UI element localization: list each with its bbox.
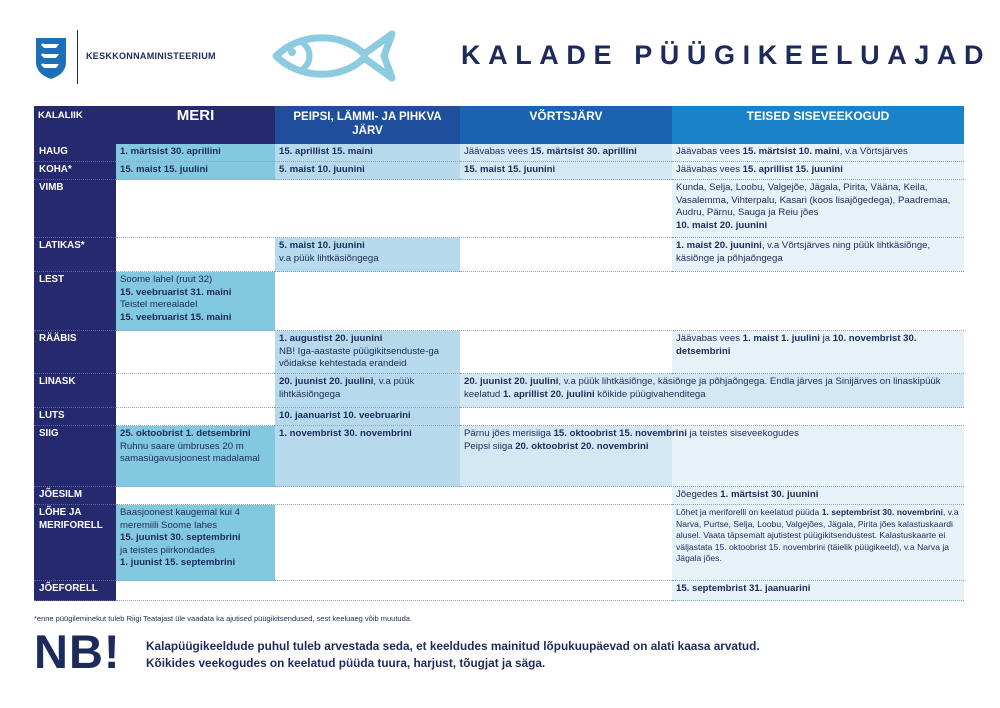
joeforell-empty xyxy=(116,581,672,601)
haug-peipsi: 15. aprillist 15. maini xyxy=(275,144,460,162)
koha-vortsjarv: 15. maist 15. juunini xyxy=(460,162,672,180)
vimb-other: Kunda, Selja, Loobu, Valgejõe, Jägala, Pirita, Vääna, Keila, Vasalemma, Vihterpalu, Kasari (koos lisajõgedega), Paadremaa, Audru, Pärnu, Sauga ja Reiu jões 10. maist 20. juunini xyxy=(672,180,964,238)
raabis-sea-empty xyxy=(116,331,275,374)
header-peipsi: PEIPSI, LÄMMI- JA PIHKVA JÄRV xyxy=(275,106,460,144)
species-haug: HAUG xyxy=(34,144,116,162)
notice-line-2: Kõikides veekogudes on keelatud püüda tuura, harjust, tõugjat ja säga. xyxy=(146,656,546,670)
linask-peipsi: 20. juunist 20. juulini, v.a püük lihtkäsiõngega xyxy=(275,374,460,408)
lohe-empty xyxy=(275,505,672,581)
siig-inland: Pärnu jões merisiiga 15. oktoobrist 15. novembrini ja teistes siseveekogudes Peipsi siiga 20. oktoobrist 20. novembrini xyxy=(460,426,964,487)
luts-empty xyxy=(460,408,964,426)
fish-icon xyxy=(272,28,398,84)
species-koha: KOHA* xyxy=(34,162,116,180)
lest-sea: Soome lahel (ruut 32) 15. veebruarist 31. maini Teistel merealadel 15. veebruarist 15. maini xyxy=(116,272,275,331)
header-sea: MERI xyxy=(116,106,275,144)
koha-other: Jäävabas vees 15. aprillist 15. juunini xyxy=(672,162,964,180)
joeforell-other: 15. septembrist 31. jaanuarini xyxy=(672,581,964,601)
notice-text xyxy=(146,638,760,672)
linask-sea-empty xyxy=(116,374,275,408)
species-luts: LUTS xyxy=(34,408,116,426)
haug-sea: 1. märtsist 30. aprillini xyxy=(116,144,275,162)
luts-peipsi: 10. jaanuarist 10. veebruarini xyxy=(275,408,460,426)
species-siig: SIIG xyxy=(34,426,116,487)
header-vortsjarv: VÕRTSJÄRV xyxy=(460,106,672,144)
lohe-sea: Baasjoonest kaugemal kui 4 meremiili Soome lahes 15. juunist 30. septembrini ja teistes piirkondades 1. juunist 15. septembrini xyxy=(116,505,275,581)
koha-peipsi: 5. maist 10. juunini xyxy=(275,162,460,180)
footnote: *enne püügileminekut tuleb Riigi Teatajast üle vaadata ka ajutised püügikitsendused, sest keeluaeg võib muutuda. xyxy=(34,614,413,623)
latikas-other: 1. maist 20. juunini, v.a Võrtsjärves ning püük lihtkäsiõnge, käsiõnge ja põhjaõngega xyxy=(672,238,964,272)
luts-sea-empty xyxy=(116,408,275,426)
species-latikas: LATIKAS* xyxy=(34,238,116,272)
species-joesilm: JÕESILM xyxy=(34,487,116,505)
coat-of-arms-logo xyxy=(34,36,68,80)
linask-inland: 20. juunist 20. juulini, v.a püük lihtkäsiõnge, käsiõnge ja põhjaõngega. Endla järves ja Sinijärves on linaskipüük keelatud 1. aprillist 20. juulini kõikide püügivahenditega xyxy=(460,374,964,408)
raabis-other: Jäävabas vees 1. maist 1. juulini ja 10. novembrist 30. detsembrini xyxy=(672,331,964,374)
header-other-waters: TEISED SISEVEEKOGUD xyxy=(672,106,964,144)
species-raabis: RÄÄBIS xyxy=(34,331,116,374)
species-lest: LEST xyxy=(34,272,116,331)
species-linask: LINASK xyxy=(34,374,116,408)
haug-vortsjarv: Jäävabas vees 15. märtsist 30. aprillini xyxy=(460,144,672,162)
raabis-vortsjarv-empty xyxy=(460,331,672,374)
siig-peipsi: 1. novembrist 30. novembrini xyxy=(275,426,460,487)
notice-label: NB! xyxy=(34,625,121,678)
latikas-peipsi: 5. maist 10. juunini v.a püük lihtkäsiõngega xyxy=(275,238,460,272)
siig-sea: 25. oktoobrist 1. detsembrini Ruhnu saare ümbruses 20 m samasügavusjoonest madalamal xyxy=(116,426,275,487)
species-joeforell: JÕEFORELL xyxy=(34,581,116,601)
header-species: KALALIIK xyxy=(34,106,116,144)
joesilm-empty xyxy=(116,487,672,505)
raabis-peipsi: 1. augustist 20. juunini NB! Iga-aastaste püügikitsenduste-ga võidakse kehtestada erandeid xyxy=(275,331,460,374)
koha-sea: 15. maist 15. juulini xyxy=(116,162,275,180)
logo-divider xyxy=(77,30,78,84)
page-title: KALADE PÜÜGIKEELUAJAD xyxy=(461,40,992,70)
haug-other: Jäävabas vees 15. märtsist 10. maini, v.a Võrtsjärves xyxy=(672,144,964,162)
joesilm-other: Jõegedes 1. märtsist 30. juunini xyxy=(672,487,964,505)
latikas-vortsjarv-empty xyxy=(460,238,672,272)
notice-line-1: Kalapüügikeeldude puhul tuleb arvestada seda, et keeldudes mainitud lõpukuupäevad on alati kaasa arvatud. xyxy=(146,639,760,653)
species-vimb: VIMB xyxy=(34,180,116,238)
lohe-other: Lõhet ja meriforelli on keelatud püüda 1. septembrist 30. novembrini, v.a Narva, Purtse, Selja, Loobu, Valgejões, Jägala, Pirita jões kalastuskaardi alusel. Vaata täpsemalt ajutistest püügikitsendustest. Kalastuskaarte ei väljastata 15. oktoobrist 15. novembrini (täielik püügikeeld), v.a Narva ja Jägala jões. xyxy=(672,505,964,581)
species-lohe-meriforell: LÕHE JA MERIFORELL xyxy=(34,505,116,581)
vimb-empty xyxy=(116,180,672,238)
ministry-name: KESKKONNAMINISTEERIUM xyxy=(86,51,216,61)
closed-seasons-table xyxy=(34,106,964,601)
lest-empty xyxy=(275,272,964,331)
latikas-sea-empty xyxy=(116,238,275,272)
